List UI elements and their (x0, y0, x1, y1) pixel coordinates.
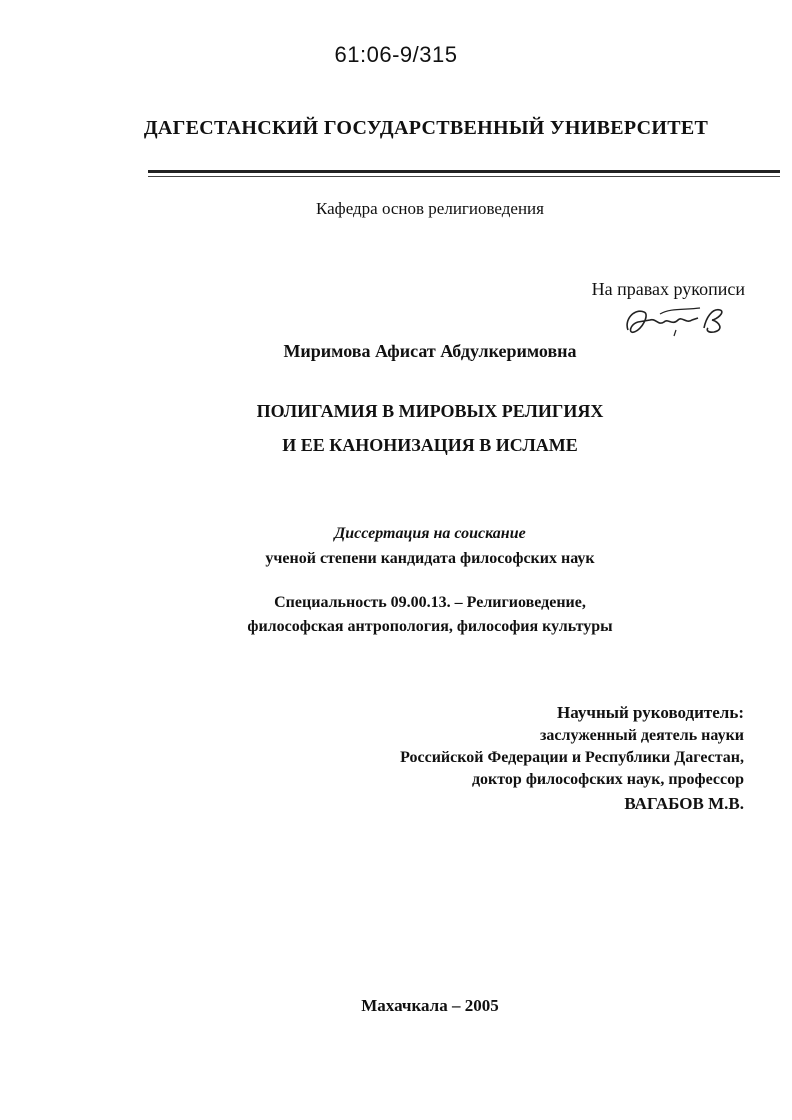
specialty-line-2: философская антропология, философия культуры (247, 618, 613, 635)
department-name: Кафедра основ религиоведения (316, 199, 544, 218)
dissertation-title-line-2: И ЕЕ КАНОНИЗАЦИЯ В ИСЛАМЕ (282, 435, 578, 455)
manuscript-rights-note: На правах рукописи (591, 279, 745, 299)
supervisor-heading: Научный руководитель: (557, 703, 744, 722)
supervisor-title-line-1: заслуженный деятель науки (539, 727, 744, 744)
author-name: Миримова Афисат Абдулкеримовна (283, 341, 577, 361)
degree-statement-line-1: Диссертация на соискание (334, 525, 526, 542)
specialty-line-1: Специальность 09.00.13. – Религиоведение, (274, 594, 586, 611)
degree-statement-line-2: ученой степени кандидата философских наук (265, 550, 595, 567)
supervisor-title-line-3: доктор философских наук, профессор (471, 771, 744, 788)
signature-image (620, 300, 730, 342)
dissertation-title-line-1: ПОЛИГАМИЯ В МИРОВЫХ РЕЛИГИЯХ (256, 401, 604, 421)
supervisor-title-line-2: Российской Федерации и Республики Дагестан, (400, 749, 744, 766)
header-rule-thick (148, 170, 780, 173)
archive-code: 61:06-9/315 (334, 42, 458, 67)
city-year: Махачкала – 2005 (361, 996, 499, 1015)
university-name: ДАГЕСТАНСКИЙ ГОСУДАРСТВЕННЫЙ УНИВЕРСИТЕТ (143, 117, 709, 139)
supervisor-name: ВАГАБОВ М.В. (624, 794, 744, 813)
header-rule-thin (148, 176, 780, 177)
